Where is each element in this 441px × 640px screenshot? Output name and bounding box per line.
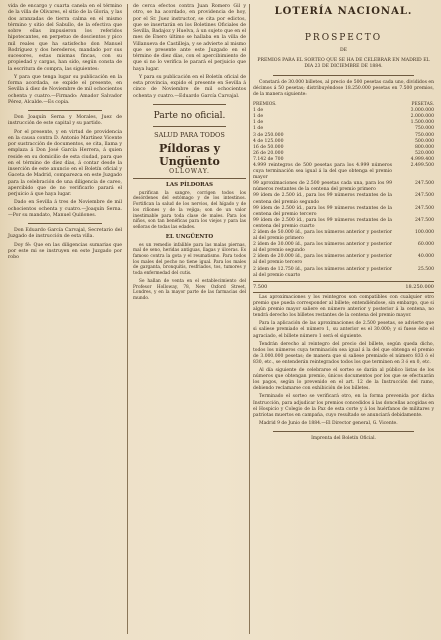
prize-row <box>253 206 434 218</box>
prize-amount: 500.000 <box>415 138 434 144</box>
prize-amount: 40.000 <box>417 254 434 260</box>
prize-label: 1 de <box>253 120 264 126</box>
prize-label: 99 ídem de 2.500 íd., para los 99 números restantes de la centena del premio segundo <box>253 193 392 205</box>
prize-label: 2 ídem de 20.000 íd., para los números anterior y posterior al del premio tercero <box>253 254 392 266</box>
paragraph: Y para que tenga lugar su publicación en la forma acordada, se expide el presente, en Sevilla á diez de Noviembre de mil ochocientos ochenta y cuatro.—Firmado: Amador Salvador Pérez, Alcalde.—Es copia. <box>8 74 122 105</box>
prize-row <box>253 193 434 205</box>
prize-row <box>253 267 434 279</box>
prize-row <box>253 230 434 242</box>
lottery-subtitle: PREMIOS PARA EL SORTEO QUE SE HA DE CELEBRAR EN MADRID EL DIA 23 DE DICIEMBRE DE 1884. <box>257 58 430 70</box>
prize-row <box>253 163 434 181</box>
total-row <box>253 284 434 290</box>
divider <box>273 431 414 432</box>
lottery-de: DE <box>339 48 348 53</box>
section-title: Parte no oficial. <box>153 110 226 121</box>
prize-amount: 25.500 <box>417 266 434 272</box>
imprint: Imprenta del Boletín Oficial. <box>311 435 376 441</box>
prize-label: 7.142 de 700 <box>253 156 284 162</box>
prize-amount: 520.000 <box>415 150 434 156</box>
prize-amount: 1.500.000 <box>410 120 434 126</box>
prize-label: 2 ídem de 30.000 íd., para los números anterior y posterior al del premio segundo <box>253 242 392 254</box>
column-header: PESETAS. <box>411 101 434 107</box>
lottery-title: LOTERÍA NACIONAL. <box>274 6 413 17</box>
prize-label: 1 de <box>253 108 264 114</box>
divider <box>28 110 102 111</box>
prize-label: 99 aproximaciones de 2.500 pesetas cada una, para los 99 números restantes de la centena del premio primero <box>253 181 392 193</box>
prize-label: 4.999 reintegros de 500 pesetas para los 4.999 números cuya terminación sea igual á la del que obtenga el premio mayor <box>253 162 392 181</box>
prize-row <box>253 218 434 230</box>
total-amount: 18.250.000 <box>405 283 434 290</box>
prize-amount: 247.500 <box>415 217 434 223</box>
prize-label: 1 de <box>253 114 264 120</box>
lottery-note: Al día siguiente de celebrarse el sorteo se darán al público listas de los números que obtengan premio, únicos documentos por los que se efectuarán los pagos, según lo prevenido en el art. 12 de la Instrucción del ramo, debiendo reclamarse con exhibición de los billetes. <box>253 368 434 392</box>
lottery-note: Para la aplicación de las aproximaciones de 2.500 pesetas, se advierte que si saliese premiado el número 1, su anterior es el 30.000; y si fuese éste el agraciado, el billete número 1 será el siguiente. <box>253 321 434 339</box>
prize-row <box>253 242 434 254</box>
lottery-note: Tendrán derecho al reintegro del precio del billete, según queda dicho, todos los números cuya terminación sea igual á la del que obtenga el premio de 3.000.000 pesetas; de manera que si saliese premiado el número 833 ó el 830, etc., se entenderán reintegrados todos los que terminen en 3 ó en 0, etc. <box>253 341 434 365</box>
ad-brand: OLLOWAY. <box>169 167 210 175</box>
divider <box>153 104 226 105</box>
column-rule <box>127 4 128 634</box>
ad-section-heading: EL UNGÜENTO <box>165 233 214 240</box>
ad-subtitle: SALUD PARA TODOS <box>154 130 225 139</box>
lottery-heading: PROSPECTO <box>304 33 383 43</box>
divider <box>28 223 102 224</box>
total-count: 7.500 <box>253 283 268 290</box>
prize-label: 99 ídem de 2.500 íd., para los 99 números restantes de la centena del premio cuarto <box>253 217 392 229</box>
prize-amount: 60.000 <box>417 242 434 248</box>
prize-amount: 2.000.000 <box>410 114 434 120</box>
divider <box>253 292 434 293</box>
prize-label: 16 de 50.000 <box>253 144 284 150</box>
paragraph: Por el presente, y en virtud de providencia en la causa contra D. Antonio Martínez Vicente por sustracción de documentos, se cita, llama y emplaza á Don José García Herrera, á quien reside en su domicilio de esta ciudad, para que en el término de diez días, á contar desde la inserción de este anuncio en el Boletín oficial y Gaceta de Madrid, comparezca en este Juzgado para la celebración de una diligencia de careo, apercibido que de no verificarlo parará el perjuicio á que haya lugar. <box>8 129 122 197</box>
column-middle <box>133 4 246 304</box>
prize-amount: 750.000 <box>415 132 434 138</box>
prize-amount: 800.000 <box>415 144 434 150</box>
divider <box>273 75 414 76</box>
prize-label: 4 de 125.000 <box>253 138 284 144</box>
prize-amount: 247.500 <box>415 193 434 199</box>
prize-row <box>253 181 434 193</box>
paragraph: Don Joaquín Serna y Morales, Juez de instrucción de este capital y su partido. <box>8 115 122 127</box>
prize-label: 1 de <box>253 126 264 132</box>
ad-text: purifican la sangre, corrigen todos los desórdenes del estómago y de los intestinos. Fortifican la salud de los nervios, del hígado y de los riñones y de la vejiga; son de un valor inestimable para toda clase de males. Para los niños, son tan benéficas para los viejos y para las señoras de todas las edades. <box>133 190 246 230</box>
column-rule <box>249 4 250 634</box>
divider <box>153 126 226 127</box>
prize-label: 26 de 20.000 <box>253 150 284 156</box>
column-header: PREMIOS. <box>253 101 277 107</box>
prize-label: 99 ídem de 2.500 íd., para los 99 números restantes de la centena del premio tercero <box>253 205 392 217</box>
lottery-note: Las aproximaciones y los reintegros son compatibles con cualquier otro premio que pueda corresponder al billete; entendiéndose, sin embargo, que si algún premio mayor saliere en número anterior y posterior á la centena, no tendrá derecho los billetes restantes de la centena del premio mayor. <box>253 295 434 319</box>
lottery-note: Terminado el sorteo se verificará otro, en la forma prevenida por dicha Instrucción, para adjudicar los premios concedidos á las doncellas acogidas en el Hospicio y Colegio de la Paz de esta corte y á los huérfanos de militares y patriotas muertos en campaña, cuyo resultado se anunciará debidamente. <box>253 394 434 418</box>
ad-text: Se hallan de venta en el establecimiento del Profesor Holloway, 78, New Oxford Street, Londres, y en la mayor parte de las farmacias del mundo. <box>133 278 246 301</box>
prize-amount: 2.499.500 <box>410 162 434 168</box>
paragraph: Don Eduardo García Carvajal, Secretario del Juzgado de instrucción de esta villa. <box>8 228 122 240</box>
lottery-note: Madrid 9 de Junio de 1884.—El Director general, G. Vicente. <box>259 420 398 426</box>
prize-amount: 100.000 <box>415 230 434 236</box>
column-right <box>253 4 434 442</box>
prize-label: 2 ídem de 12.750 íd., para los números anterior y posterior al del premio cuarto <box>253 266 392 278</box>
prize-row <box>253 254 434 266</box>
lottery-intro: Constará de 30.000 billetes, al precio de 500 pesetas cada uno, divididos en décimos á 50 pesetas; distribuyéndose 18.250.000 pesetas en 7.500 premios, de la manera siguiente: <box>253 79 434 97</box>
prize-amount: 247.500 <box>415 181 434 187</box>
prize-label: 3 de 250.000 <box>253 132 284 138</box>
divider <box>133 178 246 179</box>
paragraph: vida de encargo y cuarta canela en el término de la villa de Olivares, el sitio de la Gloria, y las dos aranzadas de tierra calma en el mismo término y sitio del Sabullo, de la efectiva que sobre ellas impusieron los referidos hipotecantes, en perpetuo de doscientos y pico mil reales que ha satisfecho don Manuel Rodríguez y dos herederos, mandado por sus sucesores, estas mismas fincas, con su propiedad y cargas, han sido, según consta de la escritura de compra, las siguientes: <box>8 4 122 72</box>
ad-text: es un remedio infalible para las malas piernas, mal de seno, heridas antiguas, llagas y úlceras. Es famoso contra la gota y el reumatismo. Para todos los males del pecho no tiene igual. Para los males de garganta, bronquitis, resfriados, tos, tumores y toda enfermedad del cutis. <box>133 242 246 277</box>
prize-amount: 4.999.400 <box>410 156 434 162</box>
column-left <box>8 4 122 263</box>
paragraph: Dado en Sevilla á tres de Noviembre de mil ochocientos ochenta y cuatro.—Joaquín Serna.—Por su mandato, Manuel Quiñones. <box>8 200 122 218</box>
prize-amount: 247.500 <box>415 205 434 211</box>
ad-section-heading: LAS PÍLDORAS <box>166 181 213 188</box>
prize-label: 2 ídem de 50.000 íd., para los números anterior y posterior al del premio primero <box>253 230 392 242</box>
paragraph: de cerca efectos contra Juan Romero Gil y otro, se ha acordado, en providencia de hoy, por el Sr. Juez instructor, se cita por edictos, que se insertarán en los Boletines Oficiales de Sevilla, Badajoz y Huelva, á un sujeto que en el mes de Enero último se hallaba en la villa de Villanueva de Castilleja, y se advierte al mismo que se presente ante este Juzgado en el término de diez días, con el apercibimiento de que si no lo verifica le parará el perjuicio que haya lugar. <box>133 4 246 72</box>
ad-product: Píldoras y Ungüento <box>159 141 220 168</box>
paragraph: Y para su publicación en el Boletín oficial de esta provincia, expido el presente en Sevilla á cinco de Noviembre de mil ochocientos ochenta y cuatro.—Eduardo García Carvajal. <box>133 74 246 99</box>
prize-table <box>253 108 434 279</box>
prize-amount: 750.000 <box>415 126 434 132</box>
prize-amount: 3.000.000 <box>410 108 434 114</box>
divider <box>253 281 434 282</box>
paragraph: Doy fé: Que en las diligencias sumarias que por este mi se instruyen en este Juzgado por robo <box>8 242 122 260</box>
